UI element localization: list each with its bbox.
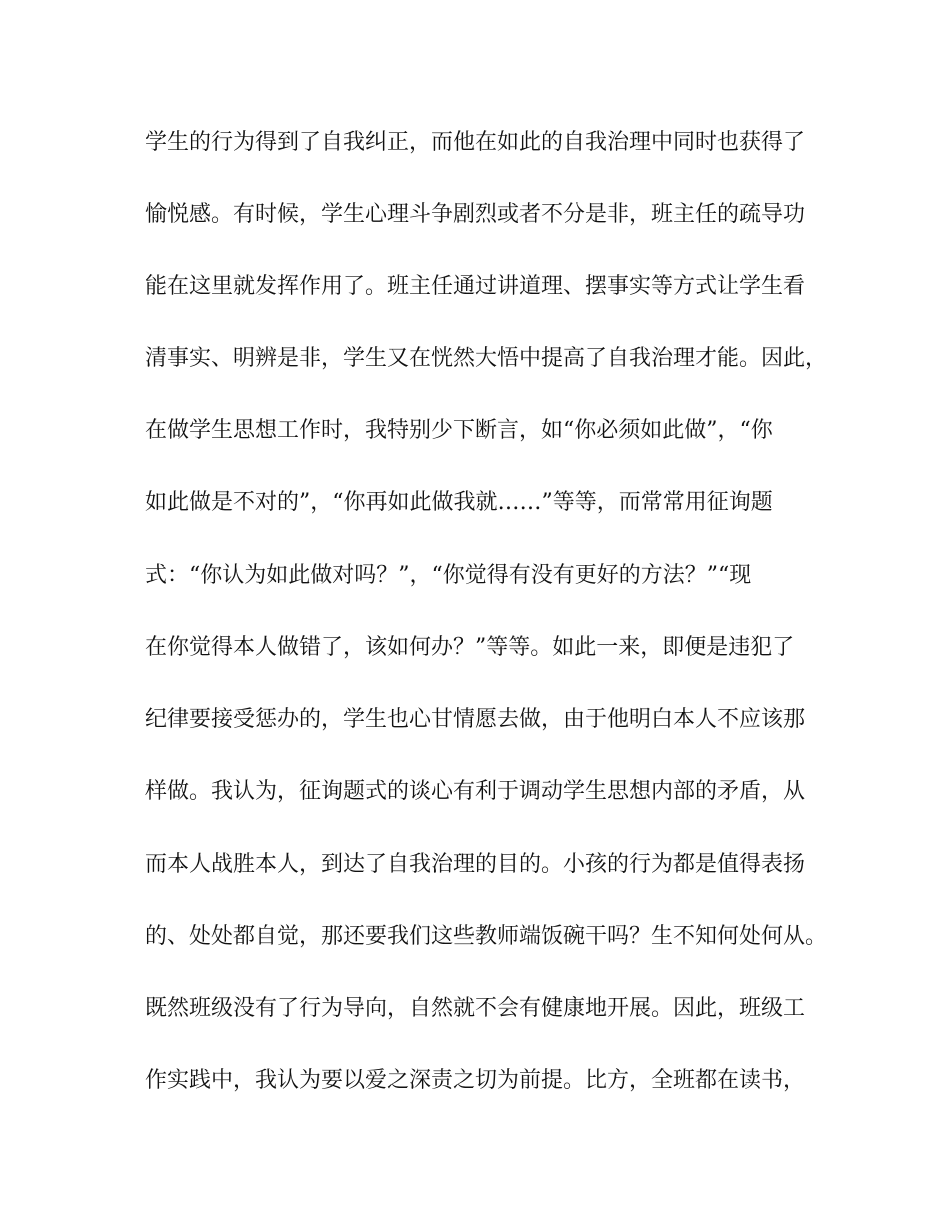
paragraph-line: 愉悦感。有时候，学生心理斗争剧烈或者不分是非，班主任的疏导功 <box>145 202 806 227</box>
paragraph-line: 在你觉得本人做错了，该如何办？”等等。如此一来，即便是违犯了 <box>145 635 795 660</box>
paragraph-line: 纪律要接受惩办的，学生也心甘情愿去做，由于他明白本人不应该那 <box>145 707 806 732</box>
paragraph-line: 学生的行为得到了自我纠正，而他在如此的自我治理中同时也获得了 <box>145 130 806 155</box>
paragraph-line: 样做。我认为，征询题式的谈心有利于调动学生思想内部的矛盾，从 <box>145 779 806 804</box>
paragraph-line: 式：“你认为如此做对吗？”，“你觉得有没有更好的方法？”“现 <box>145 563 752 588</box>
paragraph-line: 作实践中，我认为要以爱之深责之切为前提。比方，全班都在读书， <box>145 1068 806 1093</box>
paragraph-line: 在做学生思想工作时，我特别少下断言，如“你必须如此做”，“你 <box>145 418 773 443</box>
paragraph-line: 而本人战胜本人，到达了自我治理的目的。小孩的行为都是值得表扬 <box>145 852 806 877</box>
paragraph-line: 能在这里就发挥作用了。班主任通过讲道理、摆事实等方式让学生看 <box>145 274 806 299</box>
paragraph-line: 清事实、明辨是非，学生又在恍然大悟中提高了自我治理才能。因此， <box>145 346 828 371</box>
paragraph-line: 既然班级没有了行为导向，自然就不会有健康地开展。因此，班级工 <box>145 996 806 1021</box>
paragraph-line: 如此做是不对的”，“你再如此做我就……”等等，而常常用征询题 <box>145 490 773 515</box>
paragraph-line: 的、处处都自觉，那还要我们这些教师端饭碗干吗？生不知何处何从。 <box>145 924 828 949</box>
